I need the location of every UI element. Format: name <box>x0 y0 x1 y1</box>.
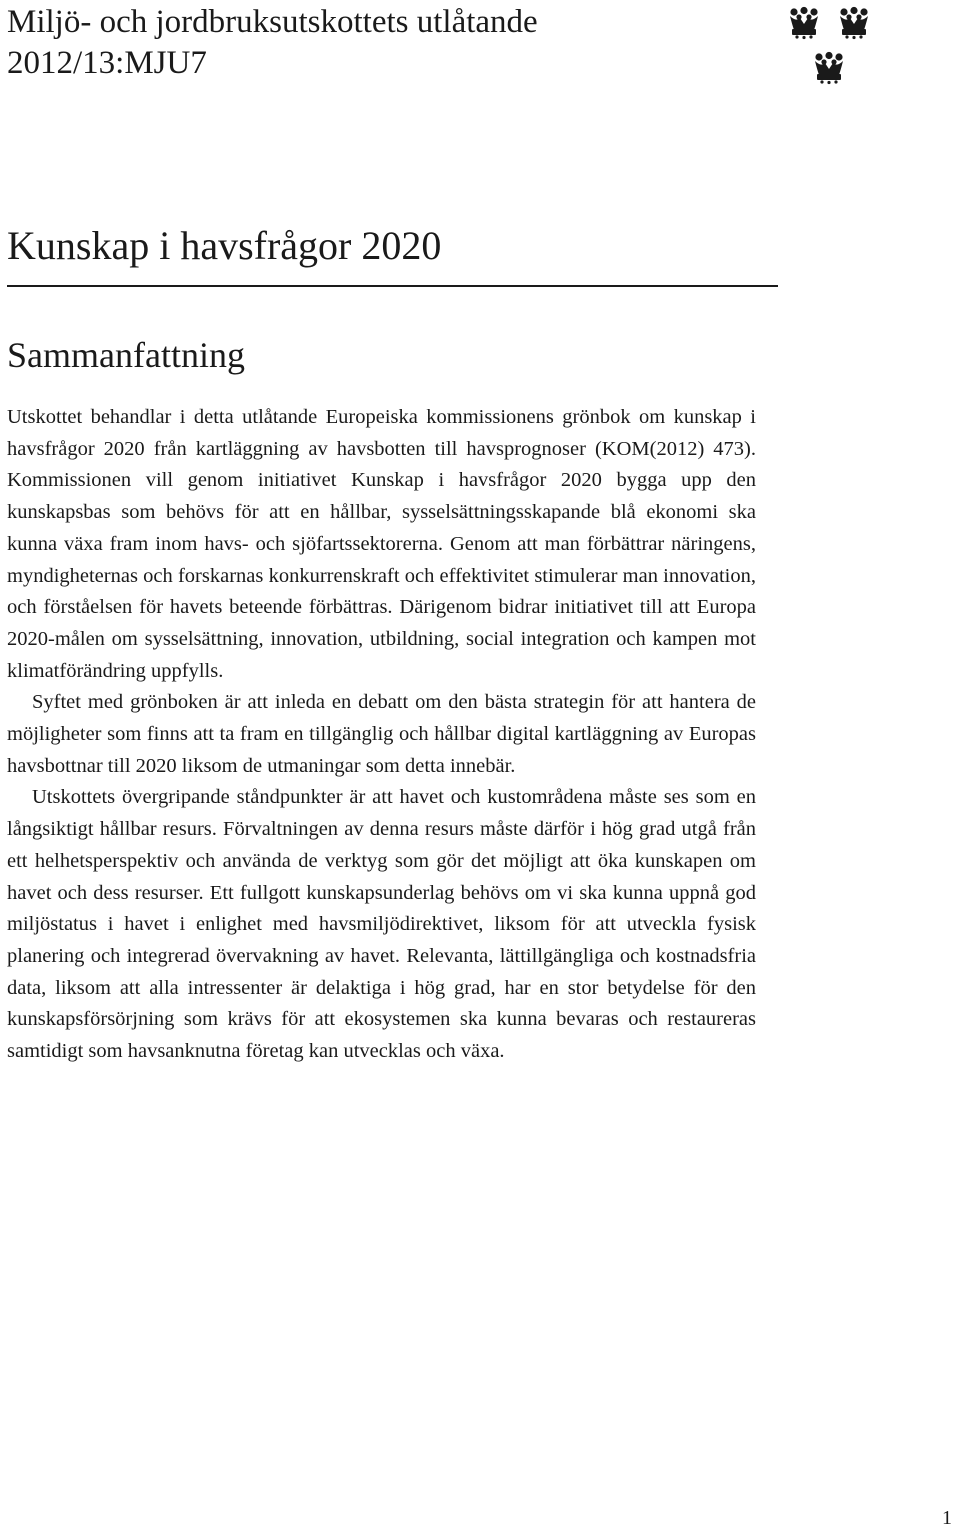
three-crowns-emblem <box>786 6 894 94</box>
committee-report-title: Miljö- och jordbruksutskottets utlåtande <box>7 4 538 40</box>
summary-paragraph-1: Utskottet behandlar i detta utlåtande Europeiska kommissionens grönbok om kunskap i havsfrågor 2020 från kartläggning av havsbotten till havsprognoser (KOM(2012) 473). Kommissionen vill genom initiativet Kunskap i havsfrågor 2020 bygga upp den kunskapsbas som behövs för att en hållbar, sysselsättningsskapande blå ekonomi ska kunna växa fram inom havs- och sjöfartssektorerna. Genom att man förbättrar näringens, myndigheternas och forskarnas konkurrenskraft och effektivitet stimulerar man innovation, och förståelsen för havets beteende förbättras. Därigenom bidrar initiativet till att Europa 2020-målen om sysselsättning, innovation, utbildning, social integration och kampen mot klimatförändring uppfylls. <box>7 406 756 682</box>
summary-body <box>7 402 756 1068</box>
summary-paragraph-2: Syftet med grönboken är att inleda en debatt om den bästa strategin för att hantera de möjligheter som finns att ta fram en tillgänglig och hållbar digital kartläggning av Europas havsbottnar till 2020 liksom de utmaningar som detta innebär. <box>7 691 756 777</box>
document-title: Kunskap i havsfrågor 2020 <box>7 223 442 268</box>
report-id: 2012/13:MJU7 <box>7 45 207 81</box>
crown-icon-top-left <box>790 7 818 39</box>
summary-paragraph-3: Utskottets övergripande ståndpunkter är att havet och kustområdena måste ses som en långsiktigt hållbar resurs. Förvaltningen av denna resurs måste därför i hög grad utgå från ett helhetsperspektiv och använda de verktyg som gör det möjligt att öka kunskapen om havet och dess resurser. Ett fullgott kunskapsunderlag behövs om vi ska kunna uppnå god miljöstatus i havet i enlighet med havsmiljödirektivet, liksom för att utveckla fysisk planering och integrerad övervakning av havet. Relevanta, lättillgängliga och kostnadsfria data, liksom att alla intressenter är delaktiga i hög grad, har en stor betydelse för den kunskapsförsörjning som krävs för att ekosystemen ska kunna bevaras och restaureras samtidigt som havsanknutna företag kan utvecklas och växa. <box>7 786 756 1063</box>
document-header <box>7 2 747 84</box>
title-divider <box>7 285 778 287</box>
page-number: 1 <box>942 1507 952 1529</box>
section-heading-summary: Sammanfattning <box>7 335 245 375</box>
crown-icon-top-right <box>840 7 868 39</box>
crown-icon-bottom <box>815 52 843 84</box>
